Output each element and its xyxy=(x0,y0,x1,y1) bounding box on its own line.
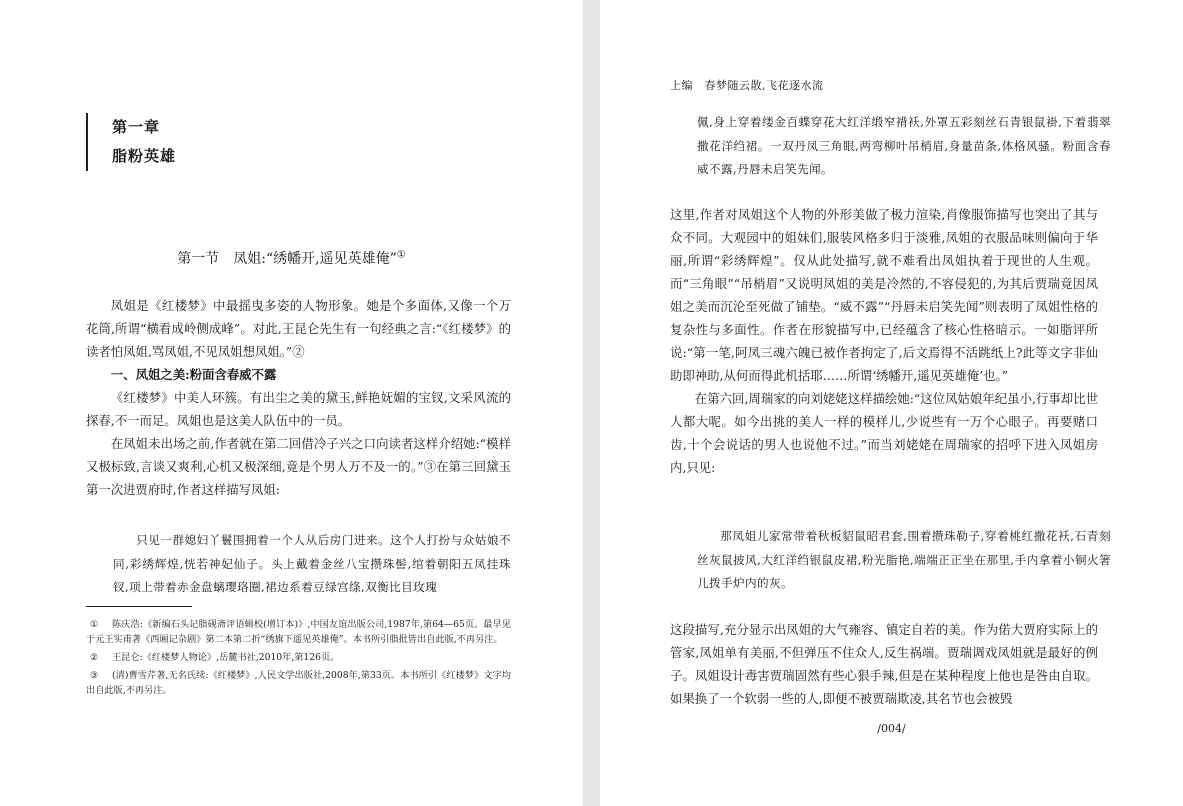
footnote xyxy=(86,617,511,647)
chapter-number: 第一章 xyxy=(112,118,161,136)
block-quote: 只见一群媳妇丫鬟围拥着一个人从后房门进来。这个人打扮与众姑娘不同,彩绣辉煌,恍若神妃仙子。头上戴着金丝八宝攒珠髻,绾着朝阳五凤挂珠钗,项上带着赤金盘螭璎珞圈,裙边系着豆绿宫绦,双衡比目玫瑰 xyxy=(113,533,511,594)
section-footnote-marker[interactable]: ① xyxy=(396,249,406,261)
block-quote-continued: 佩,身上穿着缕金百蝶穿花大红洋缎窄褙袄,外罩五彩刻丝石青银鼠褂,下着翡翠撒花洋绉裙。一双丹凤三角眼,两弯柳叶吊梢眉,身量苗条,体格风骚。粉面含春威不露,丹唇未启笑先闻。 xyxy=(697,115,1111,176)
right-page xyxy=(600,0,1183,806)
footnote-text: 王昆仑:《红楼梦人物论》,岳麓书社,2010年,第126页。 xyxy=(112,652,340,663)
paragraph: 《红楼梦》中美人环簇。有出尘之美的黛玉,鲜艳妩媚的宝钗,文采风流的探春,不一而足。凤姐也是这美人队伍中的一员。 xyxy=(86,390,511,428)
page-number: /004/ xyxy=(877,722,906,735)
footnote-text: 陈庆浩:《新编石头记脂砚斋评语辑校(增订本)》,中国友谊出版公司,1987年,第64—65页。最早见于元王实甫著《西厢记杂剧》第二本第二折“绣旗下遥见英雄俺”。本书所引脂批皆出自此版,不再另注。 xyxy=(86,619,511,645)
paragraph: 这里,作者对凤姐这个人物的外形美做了极力渲染,肖像服饰描写也突出了其与众不同。大观园中的姐妹们,服装风格多归于淡雅,凤姐的衣服品味则偏向于华丽,所谓“彩绣辉煌”。仅从此处描写,就不难看出凤姐执着于现世的人生观。而“三角眼”“吊梢眉”又说明凤姐的美是冷然的,不容侵犯的,为其后贾瑞竟因凤姐之美而沉沦至死做了铺垫。“威不露”“丹唇未启笑先闻”则表明了凤姐性格的复杂性与多面性。作者在形貌描写中,已经蕴含了核心性格暗示。一如脂评所说:“第一笔,阿凤三魂六魄已被作者拘定了,后文焉得不活跳纸上?此等文字非仙助即神助,从何而得此机括耶……所谓‘绣幡开,遥见英雄俺’也。” xyxy=(670,207,1098,383)
footnote-number: ③ xyxy=(90,670,99,681)
running-head: 上编 春梦随云散,飞花逐水流 xyxy=(670,79,824,92)
footnote xyxy=(86,650,511,665)
left-page xyxy=(0,0,583,806)
chapter-title: 脂粉英雄 xyxy=(112,147,177,165)
right-body-text xyxy=(670,203,1098,479)
right-body-text-2 xyxy=(670,618,1098,710)
footnote xyxy=(86,668,511,698)
block-quote: 那凤姐儿家常带着秋板貂鼠昭君套,围着攒珠勒子,穿着桃红撒花袄,石青刻丝灰鼠披风,大红洋绉银鼠皮裙,粉光脂艳,端端正正坐在那里,手内拿着小铜火箸儿拨手炉内的灰。 xyxy=(697,529,1111,590)
paragraph: 在第六回,周瑞家的向刘姥姥这样描绘她:“这位凤姑娘年纪虽小,行事却比世人都大呢。如今出挑的美人一样的模样儿,少说些有一万个心眼子。再要赌口齿,十个会说话的男人也说他不过。”而当刘姥姥在周瑞家的招呼下进入凤姐房内,只见: xyxy=(670,391,1098,475)
footnote-number: ① xyxy=(90,619,99,630)
footnote-number: ② xyxy=(90,652,99,663)
paragraph: 这段描写,充分显示出凤姐的大气雍容、镇定自若的美。作为偌大贾府实际上的管家,凤姐单有美丽,不但弹压不住众人,反生祸端。贾瑞调戏凤姐就是最好的例子。凤姐设计毒害贾瑞固然有些心狠手辣,但是在某种程度上他也是咎由自取。如果换了一个软弱一些的人,即便不被贾瑞欺凌,其名节也会被毁 xyxy=(670,622,1098,706)
paragraph: 凤姐是《红楼梦》中最摇曳多姿的人物形象。她是个多面体,又像一个万花筒,所谓“横看成岭侧成峰”。对此,王昆仑先生有一句经典之言:“《红楼梦》的读者怕凤姐,骂凤姐,不见凤姐想凤姐。”② xyxy=(86,298,511,359)
left-body-text xyxy=(86,294,511,501)
section-title-text: 第一节 凤姐:“绣幡开,遥见英雄俺” xyxy=(177,251,397,267)
footnote-divider xyxy=(86,606,192,607)
subheading: 一、凤姐之美:粉面含春威不露 xyxy=(110,367,277,382)
section-title xyxy=(0,248,583,270)
footnotes xyxy=(86,617,511,701)
chapter-heading xyxy=(86,113,176,171)
footnote-text: (清)曹雪芹著,无名氏续:《红楼梦》,人民文学出版社,2008年,第33页。本书所引《红楼梦》文字均出自此版,不再另注。 xyxy=(86,670,511,696)
paragraph: 在凤姐未出场之前,作者就在第二回借冷子兴之口向读者这样介绍她:“模样又极标致,言谈又爽利,心机又极深细,竟是个男人万不及一的。”③在第三回黛玉第一次进贾府时,作者这样描写凤姐: xyxy=(86,436,511,497)
